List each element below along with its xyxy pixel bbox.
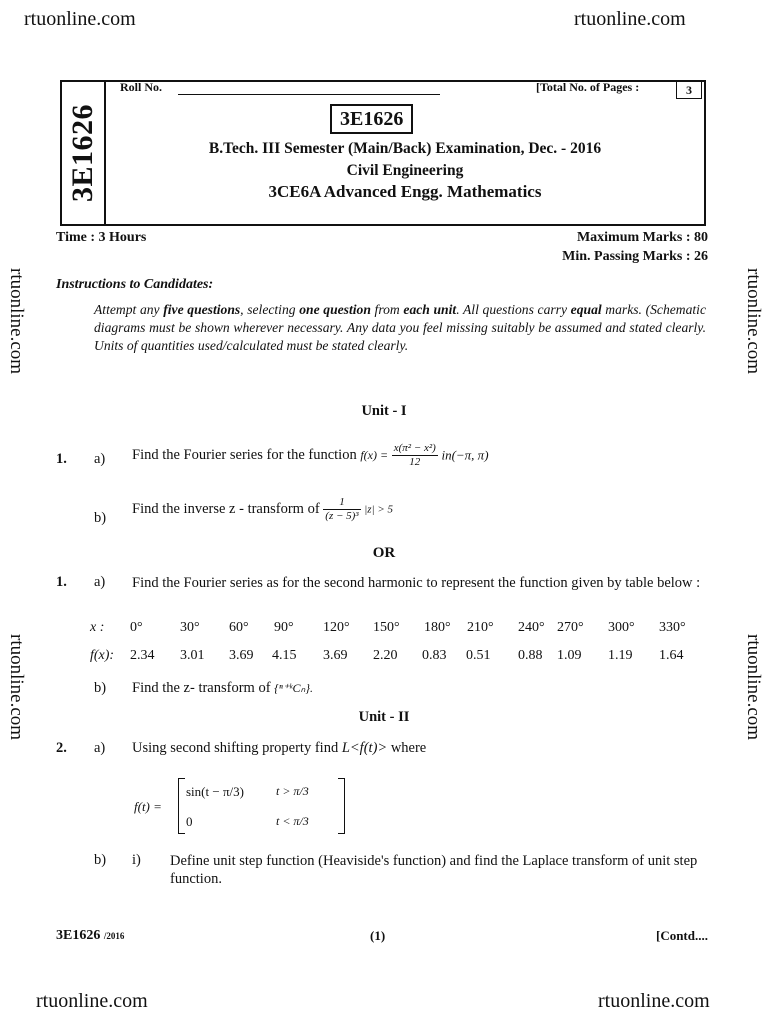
question-1b: Find the inverse z - transform of $\frac{1}{\text{(z − 5)³}}$ |z| > 5 [132,496,393,522]
piecewise-case-1: sin(t − π/3) [186,784,244,799]
side-paper-code: 3E1626 [62,82,106,224]
table-x-cell: 120° [323,620,350,635]
unit-1-title: Unit - I [361,403,407,419]
table-f-cell: 2.34 [130,648,155,663]
piecewise-right-bracket [338,778,345,834]
unit-2-title: Unit - II [358,709,410,725]
question-1-alt-b: Find the z- transform of {ⁿ⁺ᵏCₙ}. [132,680,314,696]
table-f-cell: 0.51 [466,648,491,663]
table-x-cell: 300° [608,620,635,635]
fraction-1b: $\frac{1}{\text{(z − 5)³}}$ [325,496,359,522]
table-x-cell: 330° [659,620,686,635]
roll-no-label: Roll No. [120,80,162,94]
table-x-row [0,620,768,640]
or-divider: OR [372,545,396,561]
subject-title: 3CE6A Advanced Engg. Mathematics [268,182,542,201]
watermark-left-lower: rtuonline.com [6,634,27,741]
table-x-cell: 30° [180,620,200,635]
question-2b-i: Define unit step function (Heaviside's function) and find the Laplace transform of unit step function. [170,853,698,887]
table-x-cell: 90° [274,620,294,635]
instructions-heading: Instructions to Candidates: [56,277,214,292]
question-1a-label: a) [94,451,106,467]
table-x-cell: 60° [229,620,249,635]
fraction-1a: $\frac{\text{x(π² − x²)}}{12}$ [393,442,436,468]
table-x-cell: 150° [373,620,400,635]
table-x-label: x : [90,620,105,635]
min-passing-marks: Min. Passing Marks : 26 [562,249,708,264]
question-2b-label: b) [94,852,107,868]
question-2a: Using second shifting property find L<f(t)> where [132,740,427,756]
table-f-cell: 3.69 [229,648,254,663]
question-1-alt-a-label: a) [94,574,106,590]
table-f-cell: 4.15 [272,648,297,663]
piecewise-cond-2: t < π/3 [276,814,309,828]
watermark-right-lower: rtuonline.com [743,634,764,741]
footer-contd: [Contd.... [655,928,708,943]
time-label: Time : 3 Hours [56,230,147,245]
question-1-number: 1. [56,451,67,467]
max-marks: Maximum Marks : 80 [576,230,708,245]
watermark-top-left: rtuonline.com [24,8,136,30]
roll-no-line [178,94,440,95]
question-1-alt-b-label: b) [94,680,107,696]
table-f-cell: 1.64 [659,648,684,663]
footer-page-number: (1) [370,928,386,943]
question-1-alt-a: Find the Fourier series as for the second harmonic to represent the function given by table below : [132,575,701,591]
branch-name: Civil Engineering [346,162,464,179]
footer-paper-code: 3E1626 /2016 [56,928,125,943]
question-1b-label: b) [94,510,107,526]
question-2-number: 2. [56,740,67,756]
question-1-alt-number: 1. [56,574,67,590]
table-f-cell: 3.69 [323,648,348,663]
total-pages-label: [Total No. of Pages : [536,80,640,94]
watermark-left-upper: rtuonline.com [6,268,27,375]
watermark-bottom-left: rtuonline.com [36,990,148,1012]
piecewise-lhs: f(t) = [134,799,162,814]
table-f-cell: 2.20 [373,648,398,663]
table-f-cell: 0.83 [422,648,447,663]
total-pages-value: 3 [676,81,702,99]
table-x-cell: 0° [130,620,143,635]
question-2b-sub-label: i) [132,852,141,868]
watermark-right-upper: rtuonline.com [743,268,764,375]
piecewise-case-2: 0 [186,814,193,829]
table-f-cell: 0.88 [518,648,543,663]
table-f-cell: 1.19 [608,648,633,663]
table-x-cell: 270° [557,620,584,635]
question-1a: Find the Fourier series for the function f(x) = $\frac{\text{x(π² − x²)}}{12}$ in(−π, π) [132,442,489,468]
paper-code: 3E1626 [330,104,413,134]
table-f-cell: 3.01 [180,648,205,663]
watermark-top-right: rtuonline.com [574,8,686,30]
table-x-cell: 180° [424,620,451,635]
instructions-body: Attempt any five questions, selecting one question from each unit. All questions carry equal marks. (Schematic diagrams must be shown wherever necessary. Any data you feel missing suitably be assumed and stated clearly. Units of quantities used/calculated must be stated clearly. [94,302,706,353]
table-f-row [0,648,768,668]
exam-title: B.Tech. III Semester (Main/Back) Examination, Dec. - 2016 [208,140,602,157]
watermark-bottom-right: rtuonline.com [598,990,710,1012]
table-x-cell: 240° [518,620,545,635]
piecewise-left-bracket [178,778,185,834]
question-2a-label: a) [94,740,106,756]
table-f-label: f(x): [90,648,115,663]
table-x-cell: 210° [467,620,494,635]
table-f-cell: 1.09 [557,648,582,663]
piecewise-cond-1: t > π/3 [276,784,309,798]
